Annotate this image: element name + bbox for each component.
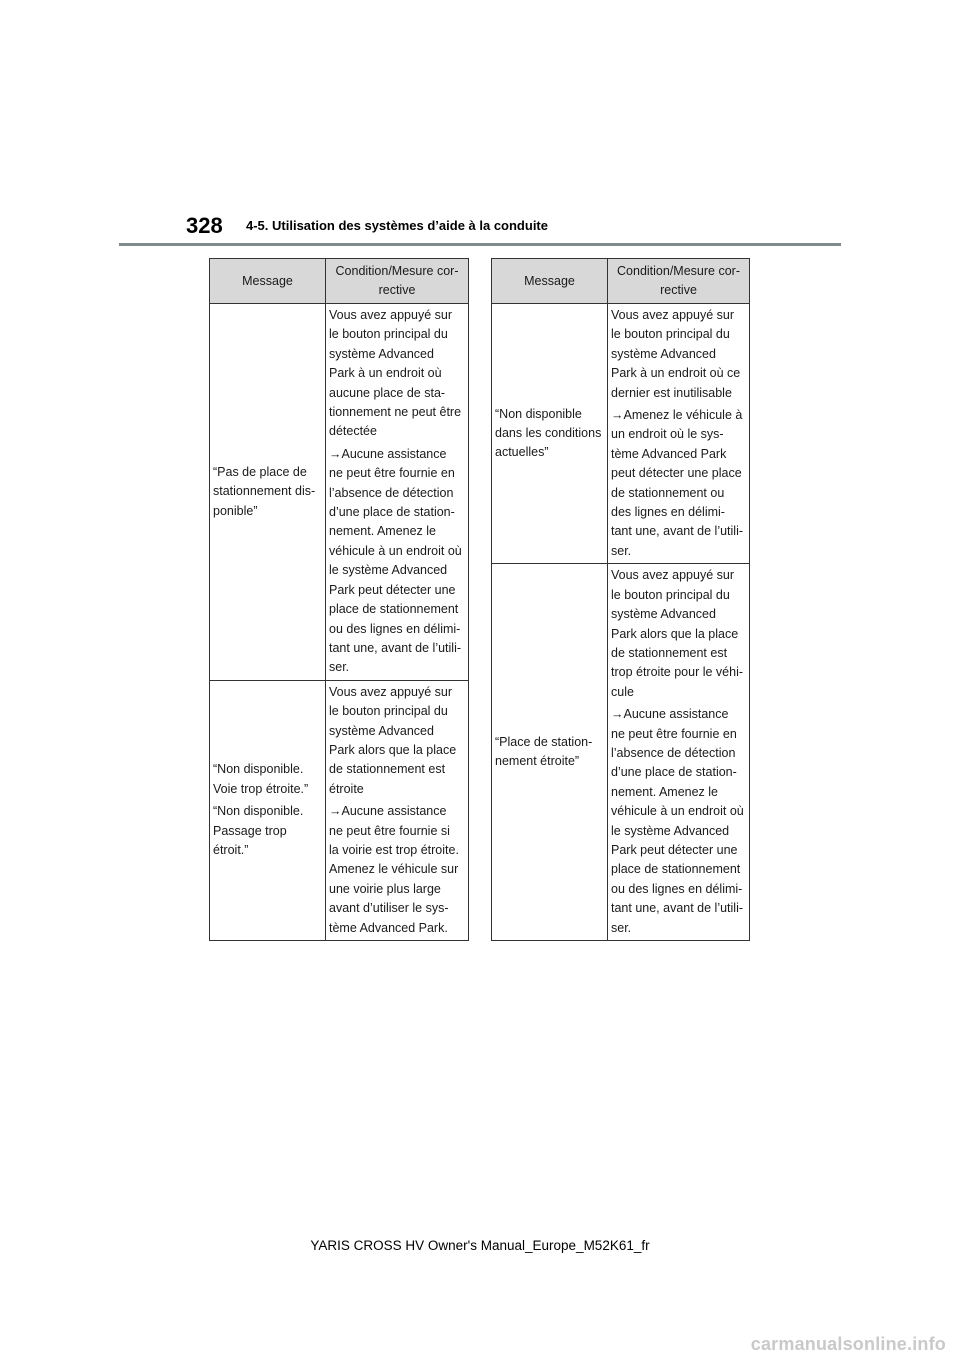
table-header	[210, 259, 469, 304]
condition-cell	[608, 304, 750, 564]
column-header-condition: Condition/Mesure cor- rective	[326, 259, 469, 304]
watermark: carmanualsonline.info	[750, 1334, 946, 1354]
message-cell	[210, 680, 326, 940]
condition-cell	[326, 304, 469, 681]
condition-text: Vous avez appuyé sur le bouton principal du système Advanced Park à un endroit où ce dernier est inutilisable	[611, 308, 741, 400]
message-text: “Non disponible. Voie trop étroite.”	[213, 762, 309, 796]
table-row	[210, 304, 469, 681]
condition-cell	[608, 564, 750, 941]
condition-text: Vous avez appuyé sur le bouton principal du système Advanced Park à un endroit où aucune place de sta- tionnement ne peut être détectée	[329, 308, 462, 439]
message-text: “Place de station- nement étroite”	[495, 734, 593, 769]
message-cell	[492, 564, 608, 941]
table-header-row	[492, 259, 750, 304]
page-number: 328	[186, 213, 223, 238]
table-body	[210, 304, 469, 941]
corrective-action-text: →Aucune assistance ne peut être fournie si la voirie est trop étroite. Amenez le véhicule sur une voirie plus large avant d’utiliser le sys- tème Advanced Park.	[329, 804, 459, 935]
section-title: 4-5. Utilisation des systèmes d’aide à la conduite	[246, 218, 548, 233]
footer-manual-title: YARIS CROSS HV Owner's Manual_Europe_M52K61_fr	[310, 1238, 650, 1253]
column-header-message: Message	[210, 259, 326, 304]
message-cell	[210, 304, 326, 681]
table-body	[492, 304, 750, 941]
condition-text: Vous avez appuyé sur le bouton principal du système Advanced Park alors que la place de stationnement est trop étroite pour le véhi- cule	[611, 568, 744, 699]
header-rule	[119, 243, 841, 246]
condition-cell	[326, 680, 469, 940]
corrective-action-text: →Amenez le véhicule à un endroit où le sys- tème Advanced Park peut détecter une place de stationnement ou des lignes en délimi- tant une, avant de l’utili- ser.	[611, 408, 744, 558]
message-text: “Pas de place de stationnement dis- ponible”	[213, 464, 316, 518]
message-table-right	[491, 258, 750, 941]
table-row	[210, 680, 469, 940]
message-text: “Non disponible. Passage trop étroit.”	[213, 804, 304, 857]
table-header-row	[210, 259, 469, 304]
corrective-action-text: →Aucune assistance ne peut être fournie en l’absence de détection d’une place de station- nement. Amenez le véhicule à un endroit où le système Advanced Park peut détecter une place de stationnement ou des lignes en délimi- tant une, avant de l’utili- ser.	[329, 446, 462, 675]
corrective-action-text: →Aucune assistance ne peut être fournie en l’absence de détection d’une place de station- nement. Amenez le véhicule à un endroit où le système Advanced Park peut détecter une place de stationnement ou des lignes en délimi- tant une, avant de l’utili- ser.	[611, 707, 744, 935]
column-header-condition: Condition/Mesure cor- rective	[608, 259, 750, 304]
condition-text: Vous avez appuyé sur le bouton principal du système Advanced Park alors que la place de stationnement est étroite	[329, 684, 457, 796]
table-row	[492, 564, 750, 941]
message-table-left	[209, 258, 469, 941]
table-header	[492, 259, 750, 304]
message-text: “Non disponible dans les conditions actuelles”	[495, 406, 602, 460]
message-cell	[492, 304, 608, 564]
table-row	[492, 304, 750, 564]
column-header-message: Message	[492, 259, 608, 304]
